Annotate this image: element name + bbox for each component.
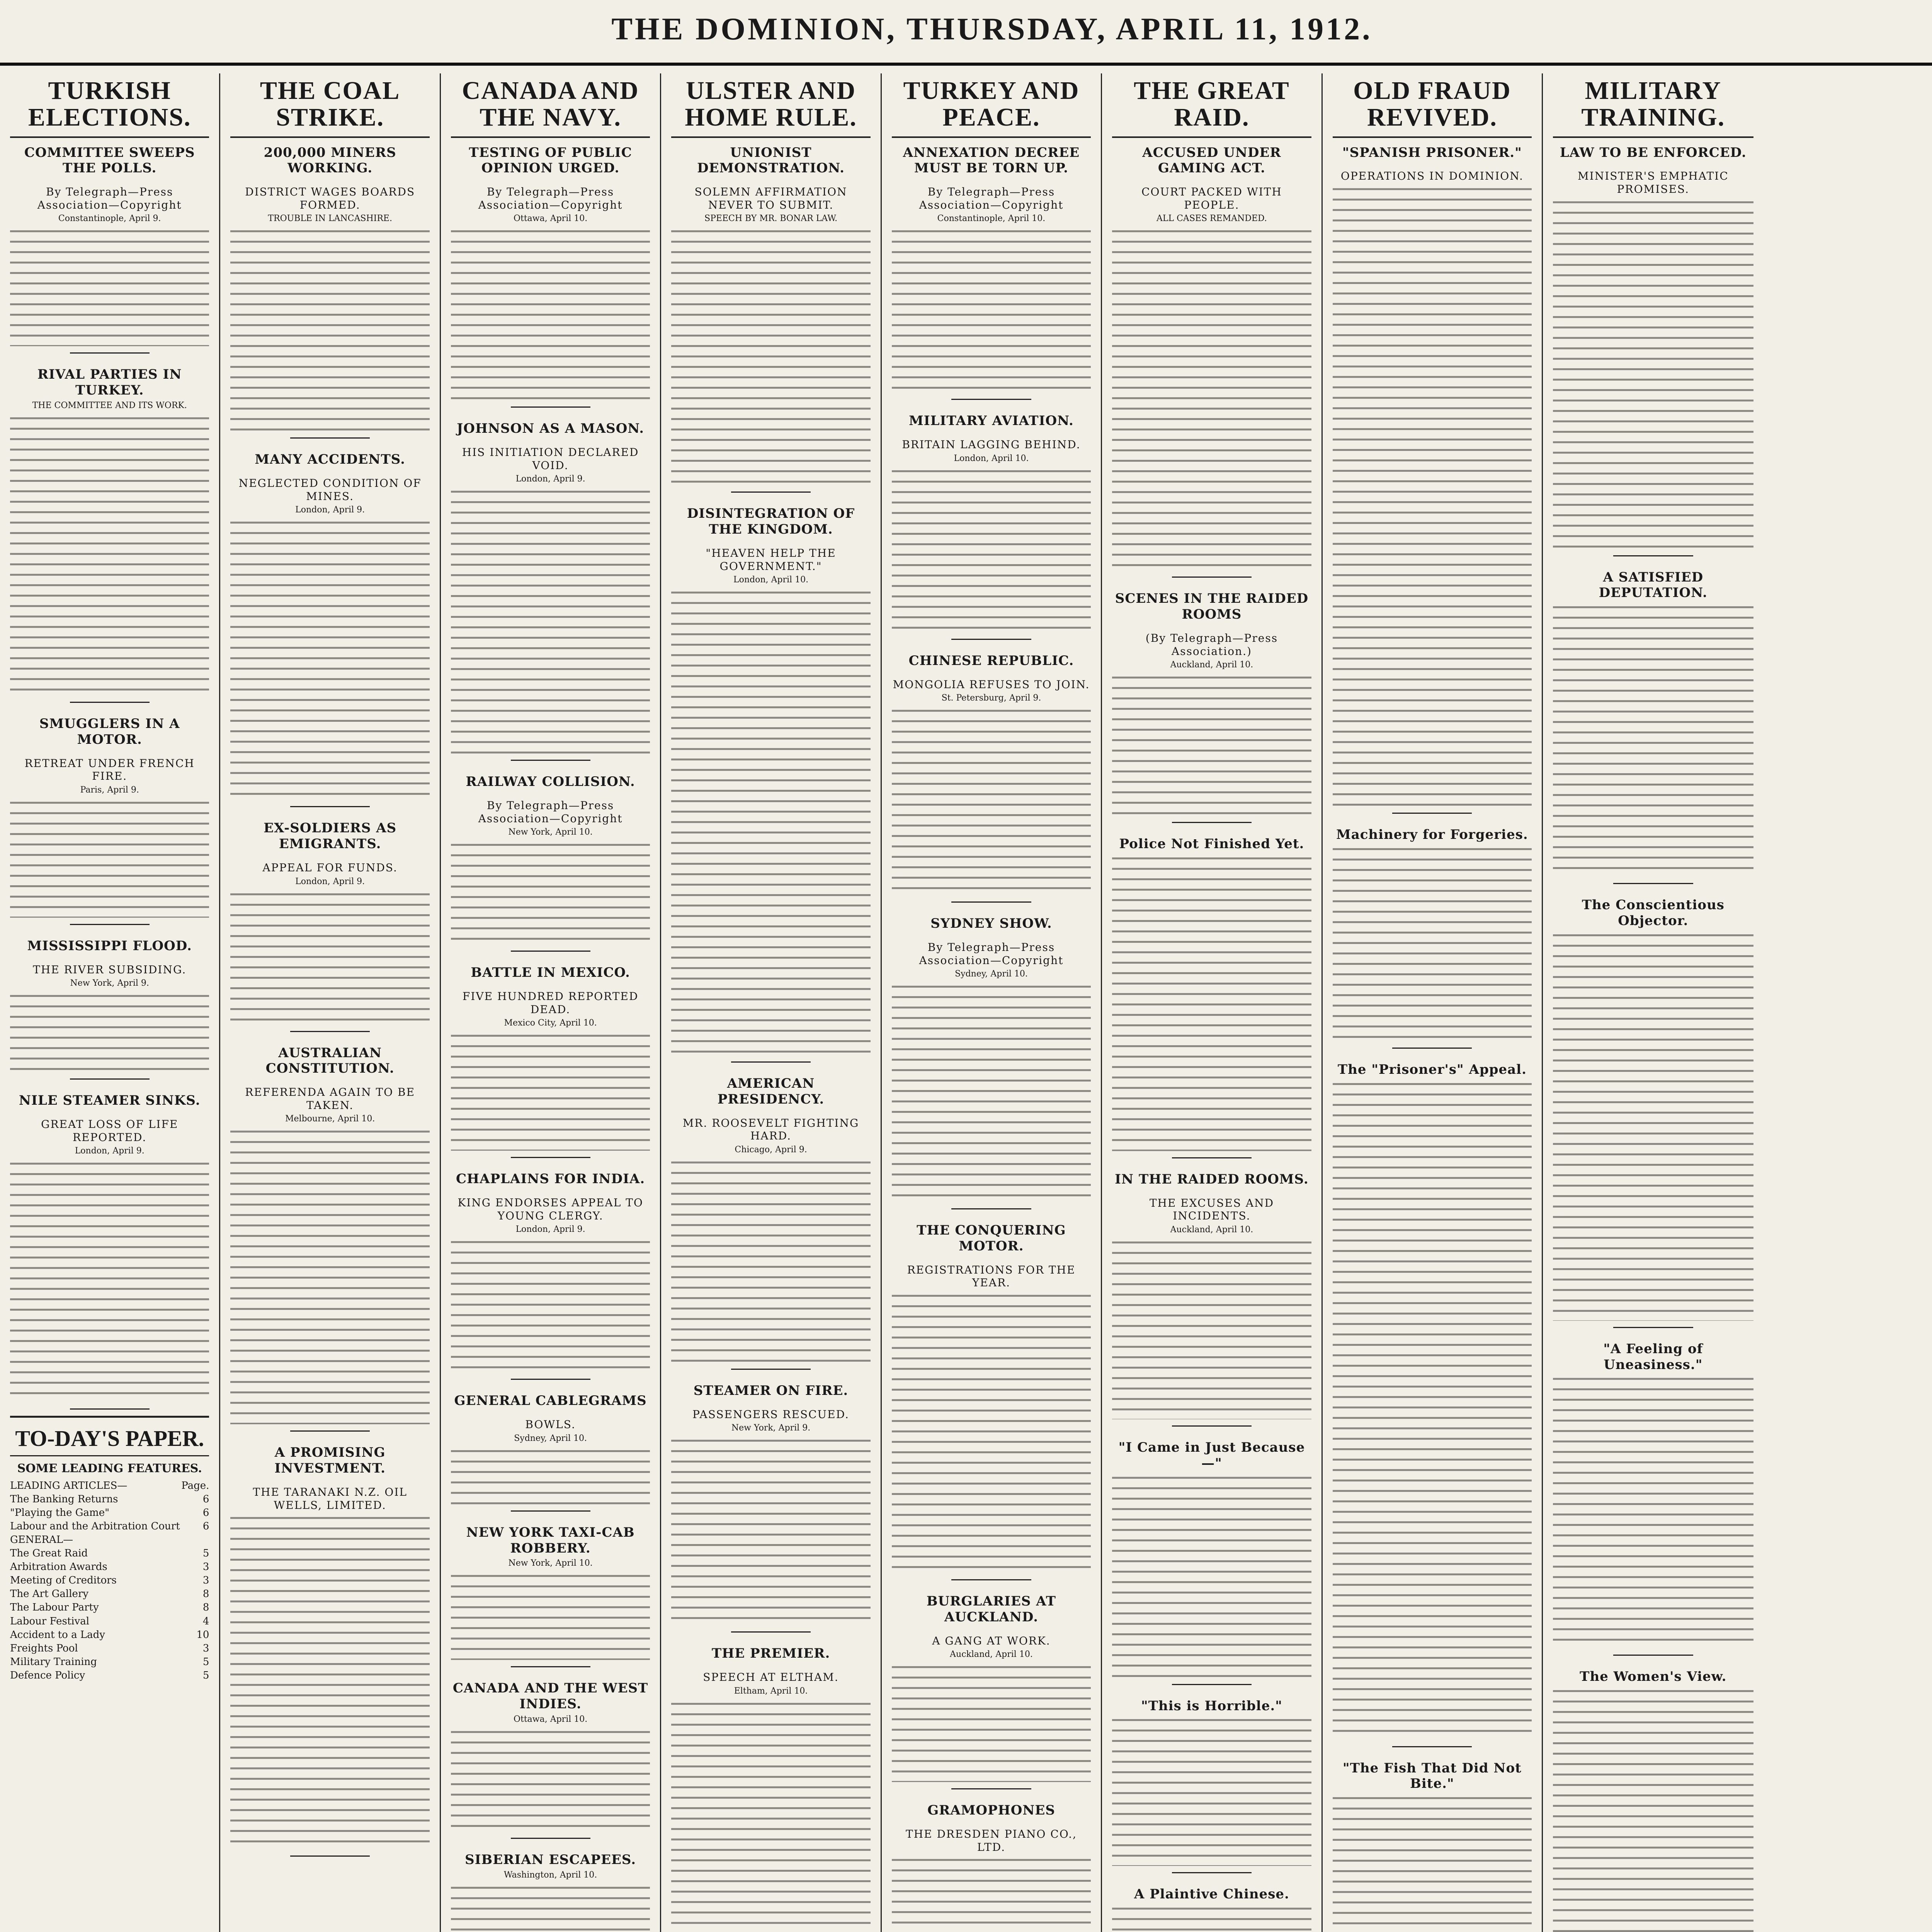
article-dateline: ALL CASES REMANDED. bbox=[1156, 214, 1267, 224]
article-divider bbox=[70, 352, 150, 354]
feature-label: The Labour Party bbox=[10, 1602, 99, 1614]
feature-page: 5 bbox=[202, 1669, 209, 1681]
article-headline: ANNEXATION DECREE MUST BE TORN UP. bbox=[903, 145, 1080, 176]
article-subheadline: MR. ROOSEVELT FIGHTING HARD. bbox=[682, 1116, 859, 1143]
article-body-text bbox=[1553, 1378, 1753, 1648]
article-subheadline: COURT PACKED WITH PEOPLE. bbox=[1141, 185, 1282, 211]
article-dateline: St. Petersburg, April 9. bbox=[941, 693, 1041, 703]
article-subheadline: BOWLS. bbox=[525, 1418, 576, 1431]
feature-label: GENERAL— bbox=[10, 1534, 73, 1546]
article-headline: LAW TO BE ENFORCED. bbox=[1560, 145, 1747, 160]
article-headline: CANADA AND THE WEST INDIES. bbox=[452, 1680, 648, 1712]
article-dateline: London, April 9. bbox=[515, 474, 585, 484]
article-body-text bbox=[671, 230, 870, 485]
article-divider bbox=[951, 1579, 1031, 1580]
article-dateline: New York, April 10. bbox=[508, 1558, 593, 1568]
article-body-text bbox=[451, 230, 650, 400]
article-body-text bbox=[1112, 857, 1311, 1151]
article-divider bbox=[290, 1430, 370, 1432]
article-headline: GRAMOPHONES bbox=[927, 1803, 1055, 1818]
feature-label: The Great Raid bbox=[10, 1548, 88, 1560]
article-body-text bbox=[892, 1859, 1091, 1932]
article-body-text bbox=[671, 1703, 870, 1932]
article-dateline: New York, April 9. bbox=[731, 1423, 811, 1433]
column-headline: MILITARY TRAINING. bbox=[1553, 73, 1753, 138]
masthead-title: THE DOMINION, THURSDAY, APRIL 11, 1912. bbox=[611, 11, 1372, 46]
article-headline: GENERAL CABLEGRAMS bbox=[454, 1393, 647, 1409]
column-6 bbox=[1102, 73, 1322, 1932]
article-body-text bbox=[1112, 677, 1311, 816]
article-dateline: Sydney, April 10. bbox=[514, 1433, 587, 1443]
feature-label: "Playing the Game" bbox=[10, 1507, 110, 1519]
todays-paper-heading: TO-DAY'S PAPER. bbox=[10, 1416, 209, 1456]
article-headline: MISSISSIPPI FLOOD. bbox=[27, 938, 192, 954]
feature-list-item bbox=[10, 1560, 209, 1574]
article-headline: SIBERIAN ESCAPEES. bbox=[465, 1852, 636, 1867]
article-divider bbox=[290, 806, 370, 807]
article-headline: SYDNEY SHOW. bbox=[930, 916, 1052, 932]
article-body-text bbox=[892, 710, 1091, 895]
feature-list-item bbox=[10, 1574, 209, 1587]
article-body-text bbox=[671, 1162, 870, 1362]
article-subheadline: MONGOLIA REFUSES TO JOIN. bbox=[893, 678, 1090, 691]
article-body-text bbox=[451, 1035, 650, 1151]
article-headline: RIVAL PARTIES IN TURKEY. bbox=[37, 367, 182, 398]
article-divider bbox=[1172, 822, 1252, 823]
article-subheadline: DISTRICT WAGES BOARDS FORMED. bbox=[245, 185, 415, 211]
article-headline: "The Fish That Did Not Bite." bbox=[1342, 1760, 1522, 1792]
article-headline: NEW YORK TAXI-CAB ROBBERY. bbox=[466, 1524, 635, 1556]
feature-page: 8 bbox=[202, 1602, 209, 1614]
article-body-text bbox=[1333, 1083, 1532, 1740]
article-headline: 200,000 MINERS WORKING. bbox=[264, 145, 396, 176]
article-divider bbox=[731, 1061, 811, 1063]
feature-page: 3 bbox=[202, 1642, 209, 1654]
article-body-text bbox=[1553, 934, 1753, 1321]
column-headline: TURKISH ELECTIONS. bbox=[10, 73, 209, 138]
article-subheadline: THE TARANAKI N.Z. OIL WELLS, LIMITED. bbox=[253, 1485, 407, 1512]
article-dateline: Auckland, April 10. bbox=[950, 1650, 1033, 1660]
article-dateline: Constantinople, April 10. bbox=[937, 214, 1046, 224]
article-divider bbox=[511, 406, 590, 408]
article-divider bbox=[290, 437, 370, 439]
column-4 bbox=[661, 73, 881, 1932]
article-subheadline: SOLEMN AFFIRMATION NEVER TO SUBMIT. bbox=[694, 185, 847, 211]
article-body-text bbox=[892, 986, 1091, 1202]
feature-list-item bbox=[10, 1601, 209, 1614]
article-body-text bbox=[451, 491, 650, 753]
article-subheadline: By Telegraph—Press Association—Copyright bbox=[919, 940, 1064, 967]
column-headline: OLD FRAUD REVIVED. bbox=[1333, 73, 1532, 138]
article-body-text bbox=[230, 1131, 429, 1424]
feature-list bbox=[10, 1456, 209, 1685]
article-headline: "SPANISH PRISONER." bbox=[1342, 145, 1522, 160]
article-divider bbox=[731, 1369, 811, 1370]
article-divider bbox=[951, 399, 1031, 400]
article-headline: AMERICAN PRESIDENCY. bbox=[717, 1076, 825, 1107]
feature-label: Meeting of Creditors bbox=[10, 1575, 117, 1587]
article-divider bbox=[1613, 883, 1693, 884]
feature-label: Accident to a Lady bbox=[10, 1629, 105, 1641]
article-body-text bbox=[1333, 1797, 1532, 1932]
article-subheadline: A GANG AT WORK. bbox=[932, 1634, 1051, 1647]
article-divider bbox=[1613, 1655, 1693, 1656]
article-dateline: Paris, April 9. bbox=[80, 785, 139, 795]
article-body-text bbox=[10, 1163, 209, 1402]
article-divider bbox=[511, 1510, 590, 1512]
feature-label: Labour Festival bbox=[10, 1615, 90, 1627]
article-divider bbox=[290, 1855, 370, 1857]
article-divider bbox=[731, 1631, 811, 1633]
feature-list-item bbox=[10, 1547, 209, 1560]
article-divider bbox=[1172, 1157, 1252, 1158]
article-body-text bbox=[1553, 201, 1753, 549]
column-headline: ULSTER AND HOME RULE. bbox=[671, 73, 870, 138]
article-divider bbox=[1392, 1048, 1472, 1049]
article-divider bbox=[511, 1838, 590, 1839]
column-3 bbox=[441, 73, 661, 1932]
feature-page: 10 bbox=[196, 1629, 209, 1641]
article-divider bbox=[511, 1379, 590, 1380]
article-headline: "I Came in Just Because—" bbox=[1118, 1439, 1305, 1471]
article-subheadline: MINISTER'S EMPHATIC PROMISES. bbox=[1577, 170, 1729, 196]
article-dateline: London, April 9. bbox=[75, 1146, 145, 1156]
feature-page: 5 bbox=[202, 1656, 209, 1668]
article-subheadline: GREAT LOSS OF LIFE REPORTED. bbox=[41, 1117, 179, 1144]
article-dateline: Chicago, April 9. bbox=[735, 1145, 807, 1155]
article-divider bbox=[1613, 555, 1693, 556]
article-headline: SMUGGLERS IN A MOTOR. bbox=[39, 716, 180, 747]
article-body-text bbox=[1112, 1242, 1311, 1419]
article-dateline: Auckland, April 10. bbox=[1170, 660, 1253, 670]
article-divider bbox=[951, 1788, 1031, 1789]
article-divider bbox=[1172, 1684, 1252, 1685]
article-subheadline: RETREAT UNDER FRENCH FIRE. bbox=[24, 757, 195, 783]
feature-label: The Art Gallery bbox=[10, 1588, 89, 1600]
feature-label: LEADING ARTICLES— bbox=[10, 1480, 128, 1492]
feature-label: Military Training bbox=[10, 1656, 97, 1668]
article-headline: NILE STEAMER SINKS. bbox=[19, 1093, 201, 1109]
column-headline: THE COAL STRIKE. bbox=[230, 73, 429, 138]
article-divider bbox=[1613, 1327, 1693, 1328]
article-body-text bbox=[10, 995, 209, 1072]
feature-page: 6 bbox=[202, 1507, 209, 1519]
article-divider bbox=[511, 1666, 590, 1667]
article-headline: STEAMER ON FIRE. bbox=[693, 1383, 849, 1398]
article-dateline: Eltham, April 10. bbox=[734, 1686, 808, 1696]
article-divider bbox=[70, 1078, 150, 1080]
feature-list-title: SOME LEADING FEATURES. bbox=[17, 1462, 202, 1476]
article-body-text bbox=[1553, 606, 1753, 877]
masthead bbox=[0, 0, 1932, 66]
column-headline: CANADA AND THE NAVY. bbox=[451, 73, 650, 138]
article-headline: THE PREMIER. bbox=[711, 1646, 830, 1662]
article-dateline: Ottawa, April 10. bbox=[513, 1714, 588, 1724]
article-body-text bbox=[892, 230, 1091, 393]
article-body-text bbox=[892, 470, 1091, 633]
article-headline: SCENES IN THE RAIDED ROOMS bbox=[1115, 591, 1309, 622]
article-headline: ACCUSED UNDER GAMING ACT. bbox=[1142, 145, 1281, 176]
article-subheadline: By Telegraph—Press Association—Copyright bbox=[478, 185, 623, 211]
article-dateline: London, April 9. bbox=[515, 1225, 585, 1235]
feature-list-item bbox=[10, 1655, 209, 1669]
article-divider bbox=[511, 1157, 590, 1158]
feature-list-item bbox=[10, 1669, 209, 1682]
article-divider bbox=[731, 492, 811, 493]
feature-label: Arbitration Awards bbox=[10, 1561, 107, 1573]
article-body-text bbox=[451, 1887, 650, 1932]
article-dateline: London, April 9. bbox=[295, 505, 365, 515]
feature-label: Labour and the Arbitration Court bbox=[10, 1520, 180, 1532]
article-headline: DISINTEGRATION OF THE KINGDOM. bbox=[687, 506, 855, 537]
article-dateline: New York, April 9. bbox=[70, 978, 149, 988]
article-headline: EX-SOLDIERS AS EMIGRANTS. bbox=[264, 820, 397, 852]
feature-page: 5 bbox=[202, 1548, 209, 1560]
article-subheadline: "HEAVEN HELP THE GOVERNMENT." bbox=[706, 546, 836, 573]
article-headline: The Conscientious Objector. bbox=[1582, 897, 1725, 929]
article-divider bbox=[70, 702, 150, 703]
article-divider bbox=[70, 1408, 150, 1410]
article-subheadline: APPEAL FOR FUNDS. bbox=[262, 861, 398, 874]
article-headline: A PROMISING INVESTMENT. bbox=[274, 1445, 386, 1476]
article-body-text bbox=[451, 1575, 650, 1660]
article-headline: COMMITTEE SWEEPS THE POLLS. bbox=[24, 145, 195, 176]
article-headline: CHINESE REPUBLIC. bbox=[908, 653, 1074, 668]
article-dateline: London, April 9. bbox=[295, 876, 365, 886]
article-headline: A SATISFIED DEPUTATION. bbox=[1599, 569, 1708, 601]
article-subheadline: REGISTRATIONS FOR THE YEAR. bbox=[907, 1263, 1076, 1289]
article-subheadline: THE EXCUSES AND INCIDENTS. bbox=[1149, 1196, 1274, 1223]
article-body-text bbox=[1112, 1908, 1311, 1932]
article-subheadline: KING ENDORSES APPEAL TO YOUNG CLERGY. bbox=[457, 1196, 643, 1222]
article-subheadline: By Telegraph—Press Association—Copyright bbox=[919, 185, 1064, 211]
article-dateline: London, April 10. bbox=[954, 453, 1029, 463]
article-divider bbox=[951, 639, 1031, 640]
article-body-text bbox=[230, 893, 429, 1025]
article-dateline: THE COMMITTEE AND ITS WORK. bbox=[32, 400, 187, 410]
article-body-text bbox=[671, 592, 870, 1055]
article-headline: RAILWAY COLLISION. bbox=[466, 774, 635, 790]
article-body-text bbox=[230, 230, 429, 431]
column-2 bbox=[220, 73, 440, 1932]
article-divider bbox=[511, 951, 590, 952]
article-headline: AUSTRALIAN CONSTITUTION. bbox=[265, 1045, 395, 1077]
article-headline: MILITARY AVIATION. bbox=[909, 413, 1074, 429]
feature-list-item bbox=[10, 1615, 209, 1628]
article-subheadline: THE RIVER SUBSIDING. bbox=[33, 963, 187, 976]
feature-list-item bbox=[10, 1628, 209, 1642]
article-dateline: London, April 10. bbox=[733, 575, 809, 585]
article-subheadline: By Telegraph—Press Association—Copyright bbox=[478, 799, 623, 825]
article-subheadline: SPEECH AT ELTHAM. bbox=[703, 1671, 839, 1684]
article-body-text bbox=[230, 1517, 429, 1849]
feature-list-item bbox=[10, 1493, 209, 1506]
article-subheadline: NEGLECTED CONDITION OF MINES. bbox=[238, 477, 422, 503]
article-dateline: New York, April 10. bbox=[508, 827, 593, 837]
article-dateline: SPEECH BY MR. BONAR LAW. bbox=[704, 214, 838, 224]
article-dateline: Auckland, April 10. bbox=[1170, 1225, 1253, 1235]
article-headline: "This is Horrible." bbox=[1141, 1698, 1282, 1714]
feature-label: The Banking Returns bbox=[10, 1493, 118, 1505]
article-headline: "A Feeling of Uneasiness." bbox=[1603, 1341, 1703, 1372]
article-body-text bbox=[671, 1440, 870, 1625]
article-divider bbox=[1172, 577, 1252, 578]
article-body-text bbox=[892, 1295, 1091, 1573]
article-divider bbox=[1172, 1872, 1252, 1873]
article-subheadline: THE DRESDEN PIANO CO., LTD. bbox=[906, 1827, 1077, 1854]
feature-label: Defence Policy bbox=[10, 1669, 85, 1681]
article-headline: MANY ACCIDENTS. bbox=[255, 452, 405, 468]
article-dateline: Ottawa, April 10. bbox=[513, 214, 588, 224]
article-subheadline: HIS INITIATION DECLARED VOID. bbox=[462, 446, 639, 472]
article-divider bbox=[70, 924, 150, 925]
article-dateline: Washington, April 10. bbox=[503, 1870, 597, 1880]
feature-page: 3 bbox=[202, 1561, 209, 1573]
article-body-text bbox=[1112, 1719, 1311, 1866]
article-headline: Machinery for Forgeries. bbox=[1336, 827, 1528, 842]
article-body-text bbox=[451, 1450, 650, 1504]
article-divider bbox=[1172, 1425, 1252, 1427]
feature-list-item bbox=[10, 1520, 209, 1533]
article-body-text bbox=[10, 802, 209, 918]
feature-label: Freights Pool bbox=[10, 1642, 78, 1654]
feature-page: 6 bbox=[202, 1493, 209, 1505]
article-body-text bbox=[1333, 848, 1532, 1041]
article-dateline: Melbourne, April 10. bbox=[285, 1114, 375, 1124]
article-body-text bbox=[451, 1241, 650, 1372]
article-headline: The Women's View. bbox=[1580, 1669, 1727, 1685]
article-subheadline: REFERENDA AGAIN TO BE TAKEN. bbox=[245, 1086, 415, 1112]
feature-list-item bbox=[10, 1642, 209, 1655]
article-dateline: TROUBLE IN LANCASHIRE. bbox=[268, 214, 392, 224]
article-body-text bbox=[10, 417, 209, 696]
article-divider bbox=[1392, 813, 1472, 814]
article-body-text bbox=[892, 1666, 1091, 1782]
article-headline: CHAPLAINS FOR INDIA. bbox=[456, 1171, 645, 1187]
feature-page: 4 bbox=[202, 1615, 209, 1627]
feature-list-item bbox=[10, 1587, 209, 1601]
article-subheadline: (By Telegraph—Press Association.) bbox=[1145, 631, 1278, 658]
feature-list-item bbox=[10, 1479, 209, 1493]
article-dateline: Mexico City, April 10. bbox=[504, 1018, 597, 1028]
article-headline: BATTLE IN MEXICO. bbox=[471, 965, 630, 981]
column-5 bbox=[882, 73, 1102, 1932]
feature-list-item bbox=[10, 1506, 209, 1520]
column-8 bbox=[1543, 73, 1763, 1932]
article-headline: IN THE RAIDED ROOMS. bbox=[1115, 1171, 1309, 1187]
column-7 bbox=[1323, 73, 1543, 1932]
article-headline: UNIONIST DEMONSTRATION. bbox=[697, 145, 845, 176]
article-divider bbox=[511, 760, 590, 761]
column-headline: TURKEY AND PEACE. bbox=[892, 73, 1091, 138]
newspaper-columns bbox=[0, 73, 1932, 1932]
article-subheadline: FIVE HUNDRED REPORTED DEAD. bbox=[462, 990, 639, 1016]
article-subheadline: PASSENGERS RESCUED. bbox=[692, 1408, 849, 1421]
feature-page: 3 bbox=[202, 1575, 209, 1587]
article-body-text bbox=[1112, 230, 1311, 570]
article-headline: JOHNSON AS A MASON. bbox=[457, 421, 645, 437]
article-dateline: Constantinople, April 9. bbox=[58, 214, 161, 224]
article-body-text bbox=[10, 230, 209, 346]
article-divider bbox=[1392, 1746, 1472, 1747]
article-headline: TESTING OF PUBLIC OPINION URGED. bbox=[469, 145, 632, 176]
article-divider bbox=[951, 901, 1031, 903]
article-headline: BURGLARIES AT AUCKLAND. bbox=[926, 1593, 1056, 1625]
article-body-text bbox=[1333, 188, 1532, 806]
article-dateline: Sydney, April 10. bbox=[955, 969, 1028, 979]
feature-page: 6 bbox=[202, 1520, 209, 1532]
article-body-text bbox=[451, 1731, 650, 1832]
article-body-text bbox=[1112, 1477, 1311, 1678]
article-subheadline: OPERATIONS IN DOMINION. bbox=[1340, 170, 1524, 183]
article-divider bbox=[290, 1031, 370, 1032]
article-headline: The "Prisoner's" Appeal. bbox=[1337, 1061, 1527, 1077]
column-1 bbox=[0, 73, 220, 1932]
article-body-text bbox=[1553, 1690, 1753, 1932]
feature-page: 8 bbox=[202, 1588, 209, 1600]
feature-list-item bbox=[10, 1533, 209, 1547]
feature-page: Page. bbox=[181, 1480, 209, 1492]
article-body-text bbox=[230, 522, 429, 800]
article-subheadline: By Telegraph—Press Association—Copyright bbox=[37, 185, 182, 211]
column-headline: THE GREAT RAID. bbox=[1112, 73, 1311, 138]
article-body-text bbox=[451, 844, 650, 944]
article-headline: Police Not Finished Yet. bbox=[1119, 836, 1304, 852]
article-headline: THE CONQUERING MOTOR. bbox=[917, 1223, 1066, 1254]
article-subheadline: BRITAIN LAGGING BEHIND. bbox=[902, 438, 1081, 451]
article-headline: A Plaintive Chinese. bbox=[1134, 1886, 1289, 1902]
article-divider bbox=[951, 1208, 1031, 1209]
